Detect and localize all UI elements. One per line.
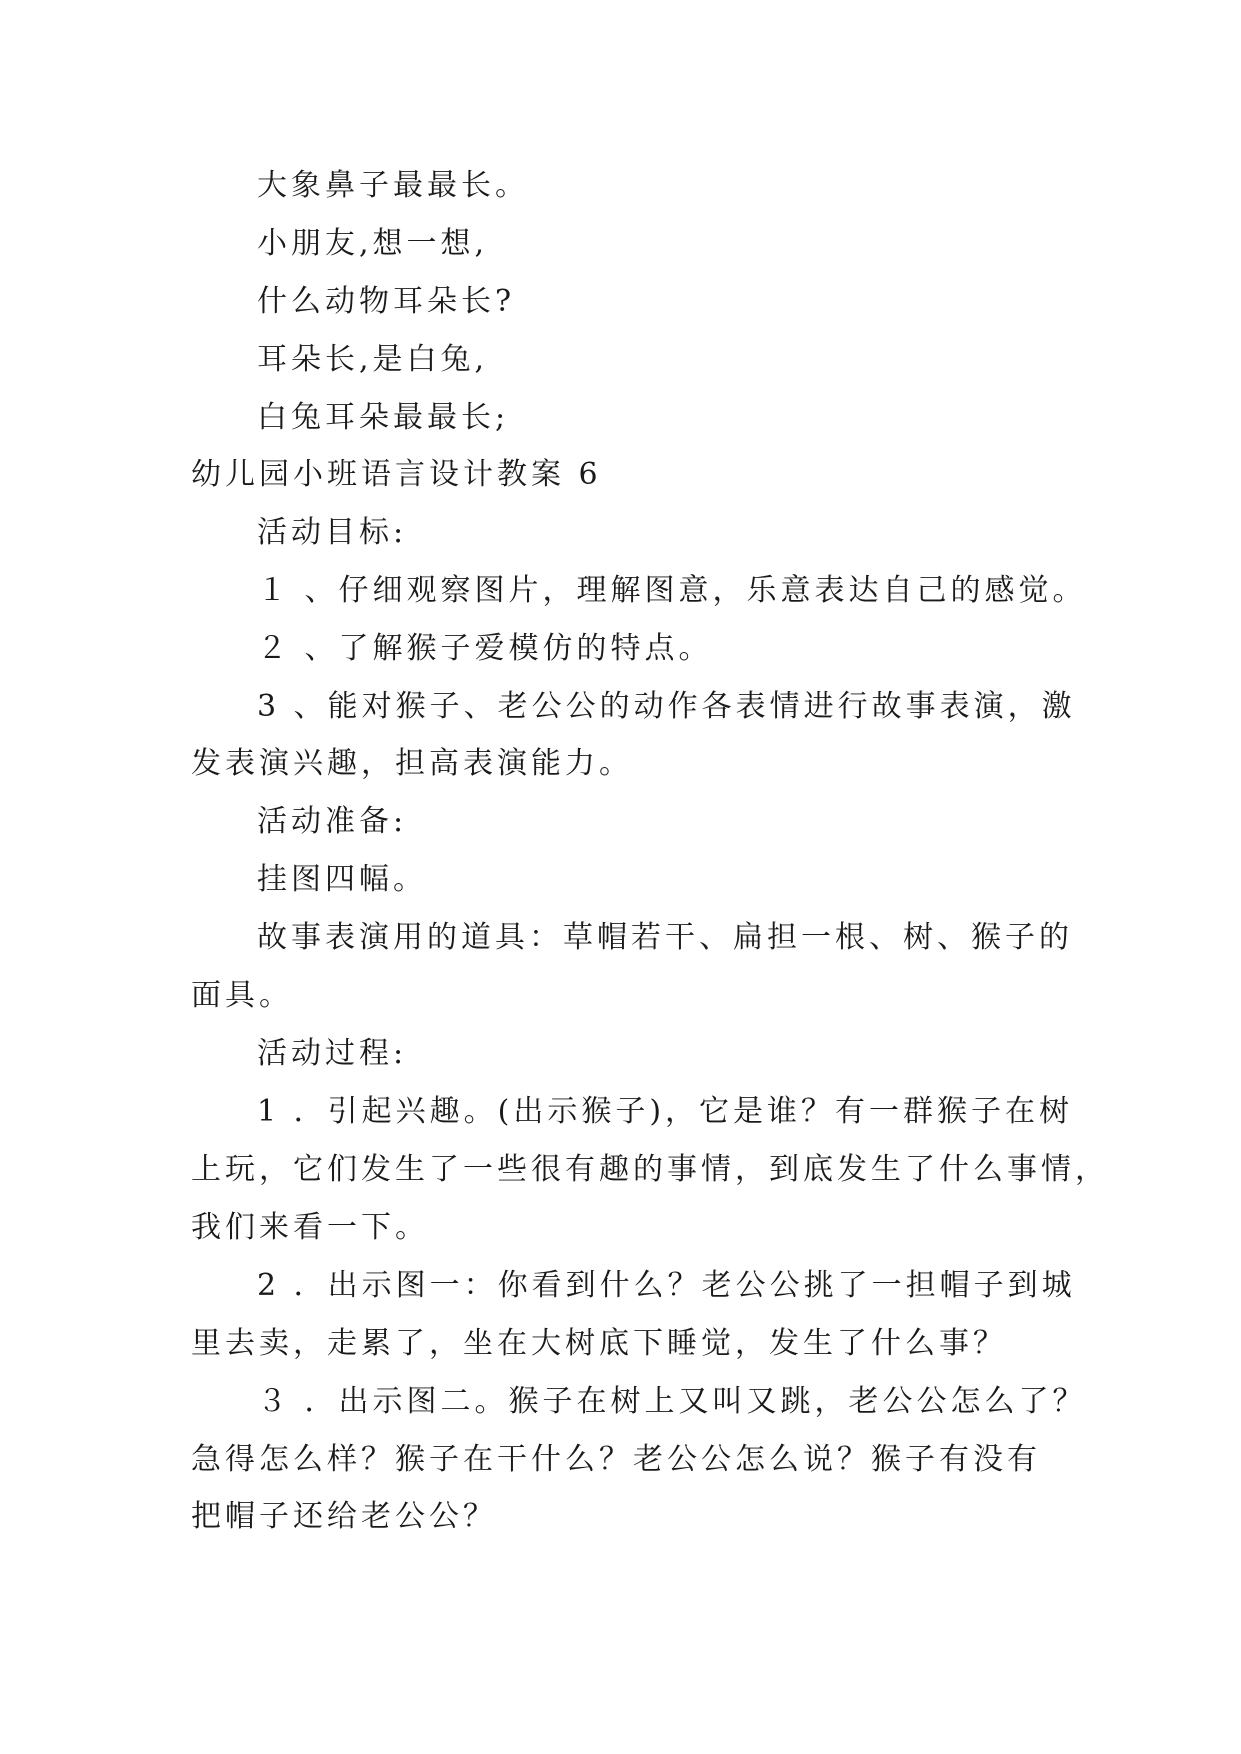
process-3-cont-b: 把帽子还给老公公？ xyxy=(191,1499,497,1534)
process-3: ３ ．出示图二。猴子在树上又叫又跳，老公公怎么了？ xyxy=(257,1384,1087,1419)
process-3-cont-a: 急得怎么样？猴子在干什么？老公公怎么说？猴子有没有 xyxy=(191,1442,1041,1477)
process-1-cont-b: 我们来看一下。 xyxy=(191,1210,429,1245)
heading-objectives: 活动目标: xyxy=(257,515,408,550)
heading-preparation: 活动准备: xyxy=(257,804,408,839)
process-2: 2 ．出示图一：你看到什么？老公公挑了一担帽子到城 xyxy=(257,1268,1076,1303)
poem-line-4: 耳朵长,是白兔, xyxy=(257,342,489,377)
objective-3: 3 、能对猴子、老公公的动作各表情进行故事表演，激 xyxy=(257,689,1076,724)
poem-line-5: 白兔耳朵最最长; xyxy=(257,400,510,435)
poem-line-2: 小朋友,想一想, xyxy=(257,226,489,261)
preparation-2: 故事表演用的道具：草帽若干、扁担一根、树、猴子的 xyxy=(257,920,1073,955)
process-1: 1 ．引起兴趣。(出示猴子)，它是谁？有一群猴子在树 xyxy=(257,1094,1074,1129)
section-title: 幼儿园小班语言设计教案 6 xyxy=(191,457,602,492)
heading-process: 活动过程: xyxy=(257,1036,408,1071)
poem-line-3: 什么动物耳朵长? xyxy=(257,284,516,319)
process-2-cont: 里去卖，走累了，坐在大树底下睡觉，发生了什么事？ xyxy=(191,1326,1007,1361)
preparation-1: 挂图四幅。 xyxy=(257,862,427,897)
objective-1: １ 、仔细观察图片，理解图意，乐意表达自己的感觉。 xyxy=(257,573,1087,608)
objective-3-cont: 发表演兴趣，担高表演能力。 xyxy=(191,746,633,781)
process-1-cont-a: 上玩，它们发生了一些很有趣的事情，到底发生了什么事情， xyxy=(191,1152,1109,1187)
poem-line-1: 大象鼻子最最长。 xyxy=(257,168,529,203)
objective-2: ２ 、了解猴子爱模仿的特点。 xyxy=(257,631,713,666)
preparation-2-cont: 面具。 xyxy=(191,978,293,1013)
